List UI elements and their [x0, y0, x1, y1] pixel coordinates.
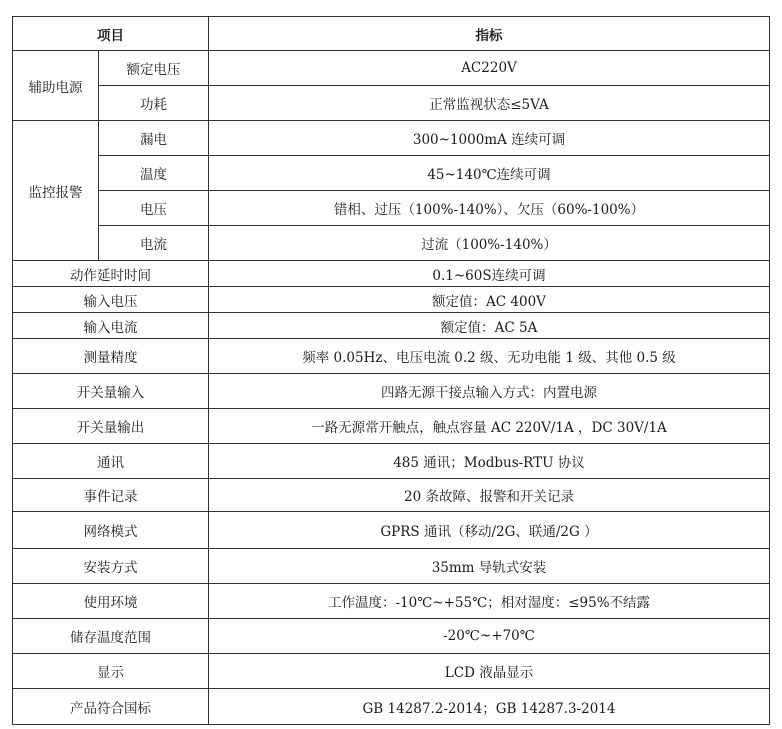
table-row	[13, 409, 770, 444]
row-label: 漏电	[99, 121, 209, 156]
row-label: 开关量输入	[13, 374, 209, 409]
row-value: 正常监视状态≤5VA	[209, 86, 770, 121]
table-row	[13, 191, 770, 226]
table-row	[13, 121, 770, 156]
row-label: 产品符合国标	[13, 689, 209, 725]
row-value: 300~1000mA 连续可调	[209, 121, 770, 156]
row-value: 频率 0.05Hz、电压电流 0.2 级、无功电能 1 级、其他 0.5 级	[209, 339, 770, 374]
header-item: 项目	[13, 17, 209, 51]
row-label: 储存温度范围	[13, 619, 209, 654]
row-value: -20℃~+70℃	[209, 619, 770, 654]
row-label: 功耗	[99, 86, 209, 121]
row-value: 一路无源常开触点，触点容量 AC 220V/1A ，DC 30V/1A	[209, 409, 770, 444]
row-label: 安装方式	[13, 549, 209, 584]
table-row	[13, 339, 770, 374]
row-value: 35mm 导轨式安装	[209, 549, 770, 584]
row-label: 显示	[13, 654, 209, 689]
row-value: 错相、过压（100%-140%）、欠压（60%-100%）	[209, 191, 770, 226]
header-spec: 指标	[209, 17, 770, 51]
table-row	[13, 512, 770, 549]
table-row	[13, 261, 770, 287]
row-value: AC220V	[209, 51, 770, 86]
row-value: 四路无源干接点输入方式：内置电源	[209, 374, 770, 409]
row-value: 额定值：AC 5A	[209, 313, 770, 339]
spec-table	[12, 16, 770, 725]
row-label: 额定电压	[99, 51, 209, 86]
row-label: 事件记录	[13, 479, 209, 512]
row-value: 45~140℃连续可调	[209, 156, 770, 191]
row-label: 动作延时时间	[13, 261, 209, 287]
table-row	[13, 156, 770, 191]
table-row	[13, 584, 770, 619]
row-value: LCD 液晶显示	[209, 654, 770, 689]
row-label: 温度	[99, 156, 209, 191]
table-row	[13, 654, 770, 689]
row-label: 输入电流	[13, 313, 209, 339]
group-label: 辅助电源	[13, 51, 99, 121]
row-label: 网络模式	[13, 512, 209, 549]
row-value: 20 条故障、报警和开关记录	[209, 479, 770, 512]
row-label: 测量精度	[13, 339, 209, 374]
header-row	[13, 17, 770, 51]
row-label: 电压	[99, 191, 209, 226]
table-row	[13, 549, 770, 584]
table-row	[13, 287, 770, 313]
table-row	[13, 479, 770, 512]
table-row	[13, 51, 770, 86]
table-row	[13, 86, 770, 121]
table-row	[13, 374, 770, 409]
row-value: 过流（100%-140%）	[209, 226, 770, 261]
table-row	[13, 619, 770, 654]
row-value: GPRS 通讯（移动/2G、联通/2G ）	[209, 512, 770, 549]
row-value: 额定值：AC 400V	[209, 287, 770, 313]
row-label: 输入电压	[13, 287, 209, 313]
row-label: 开关量输出	[13, 409, 209, 444]
table-row	[13, 313, 770, 339]
row-value: 工作温度：-10℃~+55℃；相对湿度：≤95%不结露	[209, 584, 770, 619]
row-value: 0.1~60S连续可调	[209, 261, 770, 287]
table-row	[13, 689, 770, 725]
table-row	[13, 226, 770, 261]
row-value: GB 14287.2-2014；GB 14287.3-2014	[209, 689, 770, 725]
row-label: 电流	[99, 226, 209, 261]
table-row	[13, 444, 770, 479]
group-label: 监控报警	[13, 121, 99, 261]
row-label: 使用环境	[13, 584, 209, 619]
row-label: 通讯	[13, 444, 209, 479]
row-value: 485 通讯；Modbus-RTU 协议	[209, 444, 770, 479]
